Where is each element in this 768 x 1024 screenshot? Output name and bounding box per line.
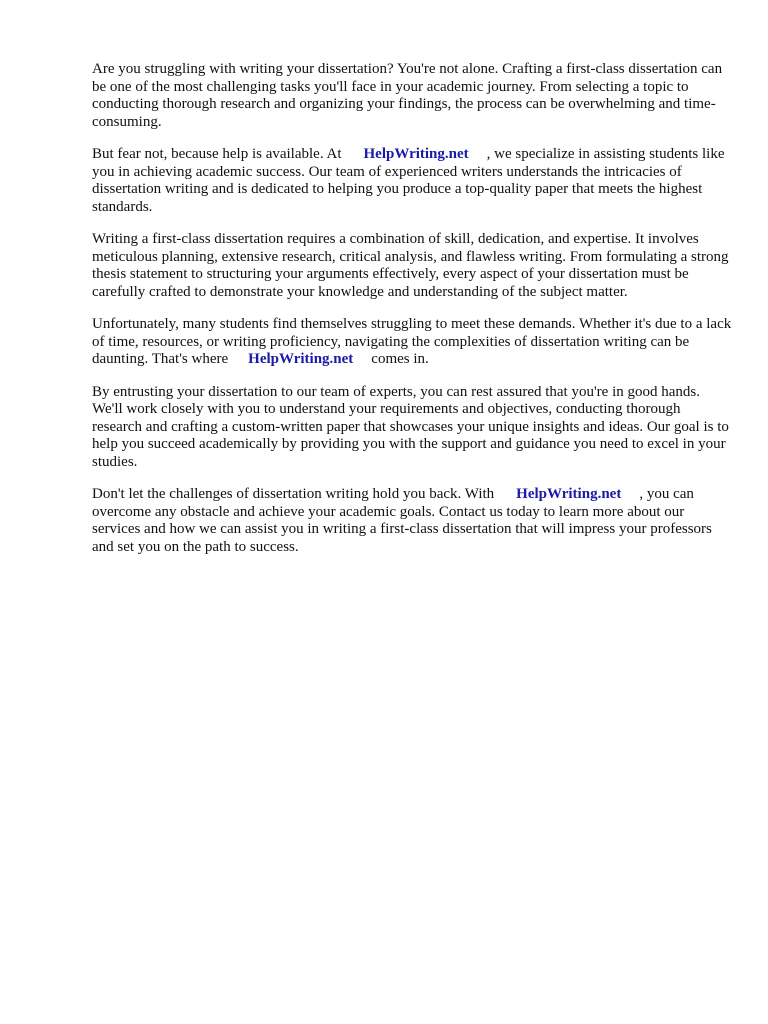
paragraph-struggle [92,316,732,369]
document-body [92,61,732,571]
paragraph-requirements [92,231,732,301]
paragraph-intro [92,61,732,131]
paragraph-struggle-text-after: comes in. [371,351,429,367]
paragraph-struggle-text-before: Unfortunately, many students find themselves struggling to meet these demands. Whether it's due to a lack of time, resources, or writing proficiency, navigating the complexities of dissertation writing can be daunting. That's where [92,316,732,367]
paragraph-experts-text: By entrusting your dissertation to our team of experts, you can rest assured that you're in good hands. We'll work closely with you to understand your requirements and objectives, conducting thorough research and crafting a custom-written paper that showcases your unique insights and ideas. Our goal is to help you succeed academically by providing you with the support and guidance you need to excel in your studies. [92,383,729,470]
paragraph-cta-text-before: Don't let the challenges of dissertation writing hold you back. With [92,486,495,502]
paragraph-help-text-before: But fear not, because help is available. At [92,146,342,162]
helpwriting-link-1[interactable]: HelpWriting.net [363,146,469,162]
paragraph-experts [92,384,732,472]
helpwriting-link-2[interactable]: HelpWriting.net [248,351,354,367]
paragraph-cta-text-after: , you can overcome any obstacle and achieve your academic goals. Contact us today to learn more about our services and how we can assist you in writing a first-class dissertation that will impress your professors and set you on the path to success. [92,486,712,555]
paragraph-requirements-text: Writing a first-class dissertation requires a combination of skill, dedication, and expertise. It involves meticulous planning, extensive research, critical analysis, and flawless writing. From formulating a strong thesis statement to structuring your arguments effectively, every aspect of your dissertation must be carefully crafted to demonstrate your knowledge and understanding of the subject matter. [92,231,729,300]
paragraph-help-text-after: , we specialize in assisting students like you in achieving academic success. Our team of experienced writers understands the intricacies of dissertation writing and is dedicated to helping you produce a top-quality paper that meets the highest standards. [92,146,725,215]
paragraph-help [92,146,732,216]
helpwriting-link-3[interactable]: HelpWriting.net [516,486,622,502]
paragraph-intro-text: Are you struggling with writing your dissertation? You're not alone. Crafting a first-class dissertation can be one of the most challenging tasks you'll face in your academic journey. From selecting a topic to conducting thorough research and organizing your findings, the process can be overwhelming and time-consuming. [92,61,723,130]
paragraph-cta [92,486,732,556]
